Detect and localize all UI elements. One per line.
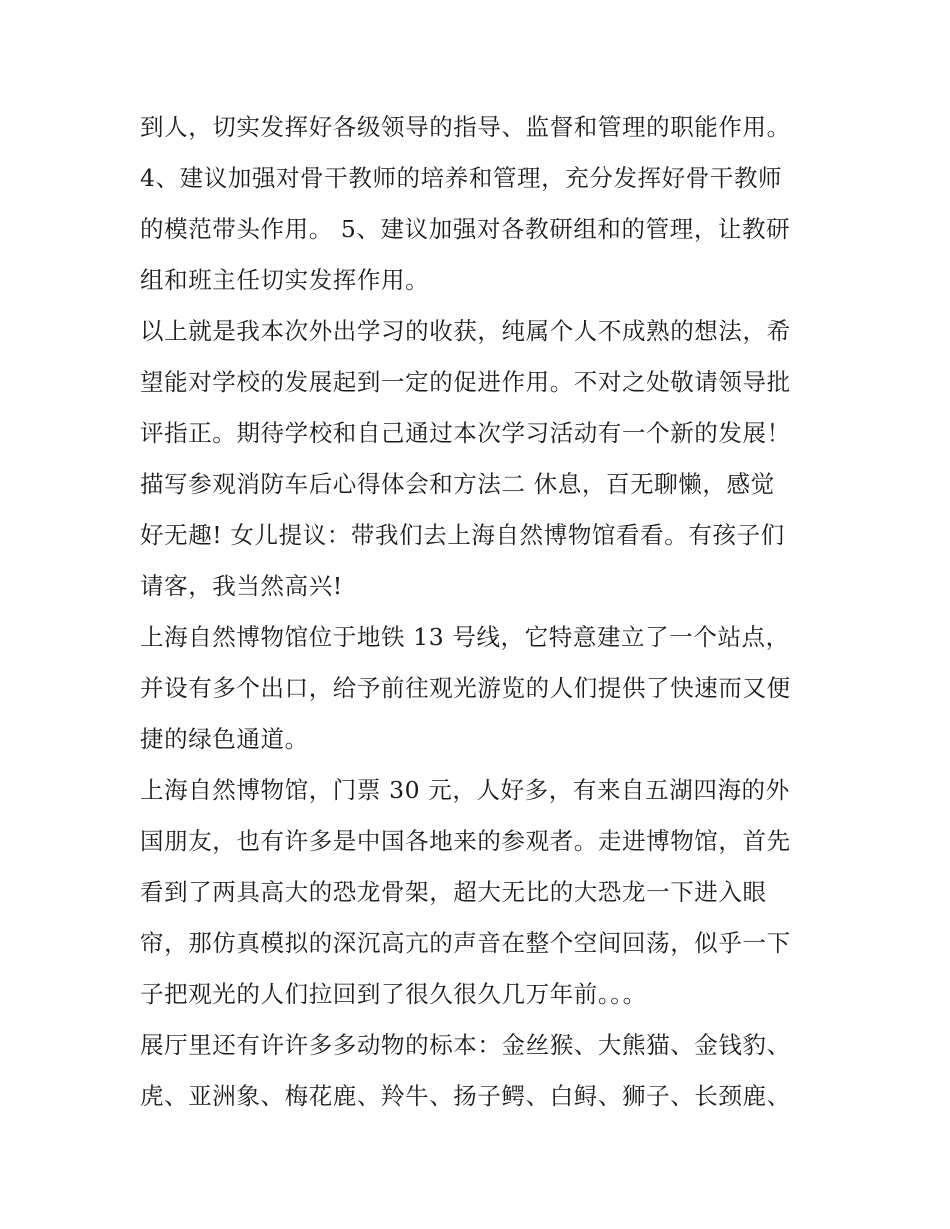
text-line-9: 好无趣! 女儿提议：带我们去上海自然博物馆看看。有孩子们	[140, 521, 785, 549]
text-line-14: 上海自然博物馆，门票 30 元，人好多，有来自五湖四海的外	[140, 776, 790, 804]
text-line-12: 并设有多个出口，给予前往观光游览的人们提供了快速而又便	[140, 674, 791, 702]
text-line-7: 评指正。期待学校和自己通过本次学习活动有一个新的发展！	[140, 419, 791, 447]
text-line-11: 上海自然博物馆位于地铁 13 号线，它特意建立了一个站点，	[140, 623, 790, 651]
text-line-15: 国朋友，也有许多是中国各地来的参观者。走进博物馆，首先	[140, 827, 791, 855]
text-line-13: 捷的绿色通道。	[140, 725, 309, 753]
text-line-3: 的模范带头作用。 5、建议加强对各教研组和的管理，让教研	[140, 215, 791, 243]
text-line-4: 组和班主任切实发挥作用。	[140, 266, 430, 294]
text-line-5: 以上就是我本次外出学习的收获，纯属个人不成熟的想法，希	[140, 317, 791, 345]
body-text	[140, 102, 820, 1122]
text-line-10: 请客，我当然高兴!	[140, 572, 343, 600]
text-line-16: 看到了两具高大的恐龙骨架，超大无比的大恐龙一下进入眼	[140, 878, 767, 906]
text-line-20: 虎、亚洲象、梅花鹿、羚牛、扬子鳄、白鲟、狮子、长颈鹿、	[140, 1082, 791, 1110]
text-line-1: 到人，切实发挥好各级领导的指导、监督和管理的职能作用。	[140, 113, 791, 141]
text-line-6: 望能对学校的发展起到一定的促进作用。不对之处敬请领导批	[140, 368, 791, 396]
text-line-2: 4、建议加强对骨干教师的培养和管理，充分发挥好骨干教师	[140, 164, 783, 192]
text-line-8: 描写参观消防车后心得体会和方法二 休息，百无聊懒，感觉	[140, 470, 775, 498]
text-line-17: 帘，那仿真模拟的深沉高亢的声音在整个空间回荡，似乎一下	[140, 929, 791, 957]
text-line-18: 子把观光的人们拉回到了很久很久几万年前。。。	[140, 980, 647, 1008]
text-line-19: 展厅里还有许许多多动物的标本：金丝猴、大熊猫、金钱豹、	[140, 1031, 791, 1059]
